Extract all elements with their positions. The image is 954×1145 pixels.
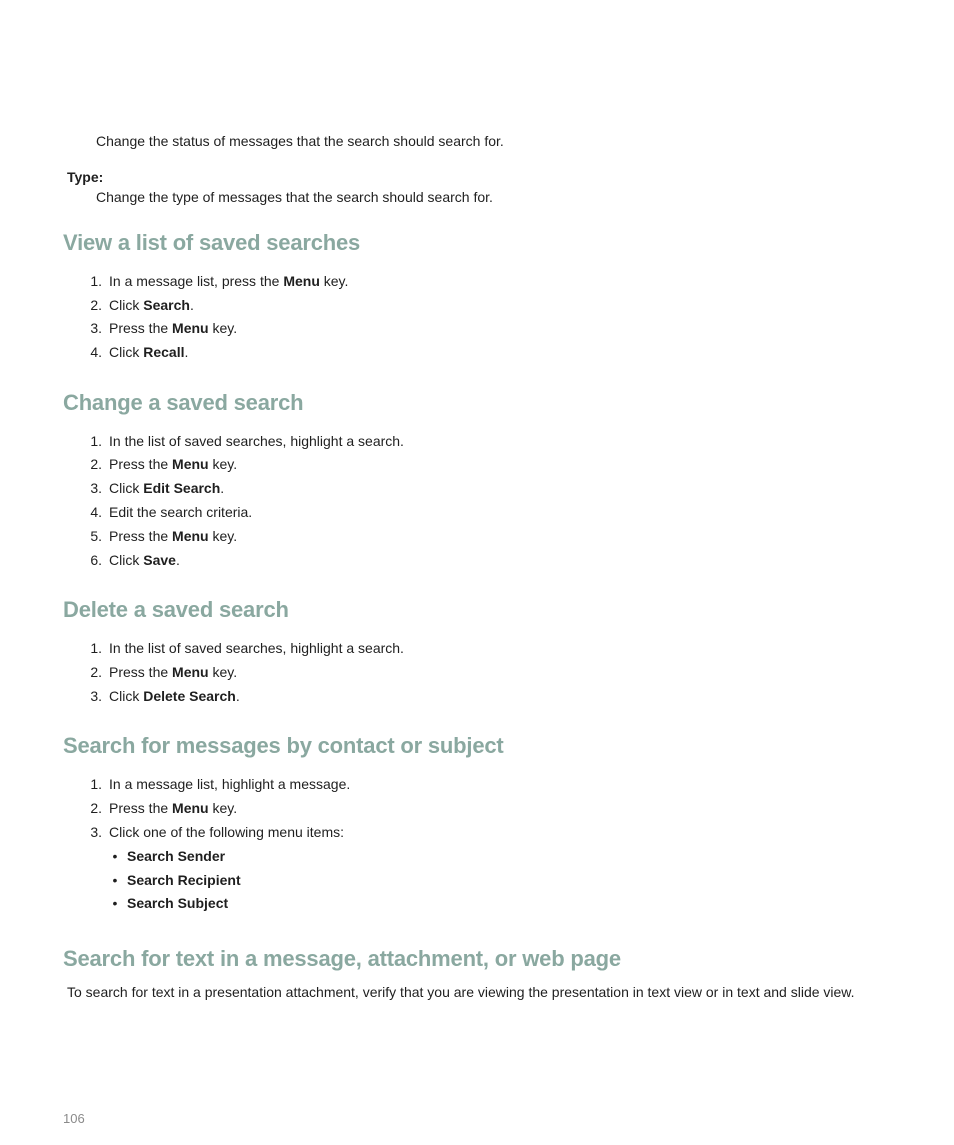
bullet-item: • Search Subject [110,895,228,911]
step-item: 3. Click Delete Search. [90,688,240,704]
search-text-paragraph: To search for text in a presentation attachment, verify that you are viewing the presentation in text view or in text and slide view. [67,984,855,1000]
section-heading-view-saved-searches: View a list of saved searches [63,230,361,255]
step-item: 3. Click one of the following menu items: [90,824,344,840]
bullet-item: • Search Recipient [110,872,241,888]
status-description: Change the status of messages that the search should search for. [96,133,504,149]
bullet-icon: • [112,895,118,911]
section-heading-delete-saved-search: Delete a saved search [63,597,289,622]
bullet-icon: • [112,848,118,864]
step-item: 3. Press the Menu key. [90,320,238,336]
step-item: 3. Click Edit Search. [90,480,225,496]
section-heading-change-saved-search: Change a saved search [63,390,304,415]
step-item: 1. In a message list, press the Menu key. [90,273,349,289]
step-item: 1. In the list of saved searches, highlight a search. [90,640,404,656]
bullet-item: • Search Sender [110,848,225,864]
step-item: 2. Press the Menu key. [90,456,238,472]
step-item: 1. In the list of saved searches, highlight a search. [90,433,404,449]
step-item: 2. Press the Menu key. [90,664,238,680]
step-item: 1. In a message list, highlight a message. [90,776,351,792]
step-item: 2. Click Search. [90,297,194,313]
section-heading-search-for-text: Search for text in a message, attachment, or web page [63,946,621,971]
type-description: Change the type of messages that the search should search for. [96,189,493,205]
page-number: 106 [63,1111,85,1126]
step-item: 2. Press the Menu key. [90,800,238,816]
type-term: Type: [67,169,104,185]
section-heading-search-by-contact: Search for messages by contact or subject [63,733,504,758]
step-item: 4. Edit the search criteria. [90,504,253,520]
bullet-icon: • [112,872,118,888]
step-item: 4. Click Recall. [90,344,189,360]
step-item: 5. Press the Menu key. [90,528,238,544]
step-item: 6. Click Save. [90,552,180,568]
